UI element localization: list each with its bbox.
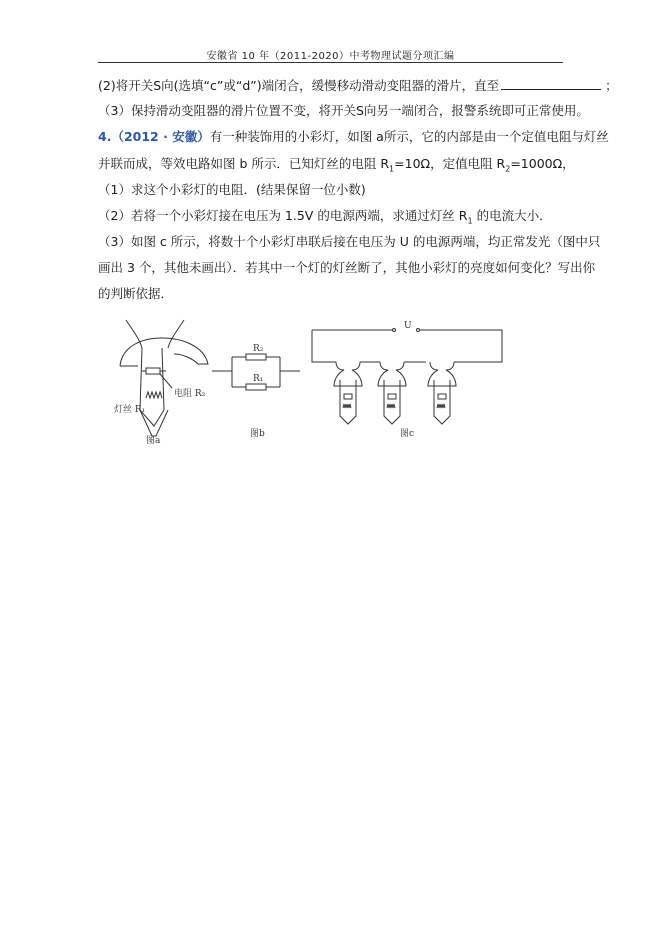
figure-c <box>308 320 510 440</box>
part2-text-a: （2）若将一个小彩灯接在电压为 1.5V 的电源两端，求通过灯丝 R <box>98 208 468 223</box>
figure-c-caption: 图c <box>400 429 415 439</box>
q3-part2-end: ； <box>605 78 618 93</box>
r2-label: R₂ <box>253 344 264 354</box>
question-4-given <box>98 156 575 178</box>
given-text-c: =1000Ω， <box>510 156 575 171</box>
page-header: 安徽省 10 年（2011-2020）中考物理试题分项汇编 <box>206 51 455 62</box>
given-sub-1: 1 <box>389 164 395 174</box>
answer-blank[interactable] <box>501 78 601 90</box>
figure-b-drawing <box>212 335 302 440</box>
q3-part2-text: (2)将开关S向(选填“c”或“d”)端闭合，缓慢移动滑动变阻器的滑片，直至 <box>98 78 500 93</box>
figure-b <box>212 335 302 440</box>
figure-a <box>112 318 222 446</box>
figure-c-drawing <box>308 320 510 440</box>
question-3-part-3: （3）保持滑动变阻器的滑片位置不变，将开关S向另一端闭合，报警系统即可正常使用。 <box>98 103 589 118</box>
figure-a-drawing <box>112 318 222 446</box>
question-number: 4. <box>98 129 112 144</box>
part2-text-b: 的电流大小． <box>472 208 552 223</box>
question-4-intro <box>98 129 609 145</box>
voltage-label: U <box>404 321 412 331</box>
question-4-part-1: （1）求这个小彩灯的电阻．(结果保留一位小数) <box>98 182 366 197</box>
given-sub-2: 2 <box>505 164 511 174</box>
question-4-part-2 <box>98 208 552 230</box>
question-4-part-3-line-2: 画出 3 个，其他未画出）．若其中一个灯的灯丝断了，其他小彩灯的亮度如何变化？写出你 <box>98 260 596 275</box>
figure-b-caption: 图b <box>250 429 265 439</box>
question-3-part-2 <box>98 78 618 94</box>
resistor-label: 电阻 R₂ <box>174 389 206 399</box>
r1-label: R₁ <box>253 374 264 384</box>
part2-sub: 1 <box>467 216 473 226</box>
question-4-part-3-line-3: 的判断依据． <box>98 286 174 301</box>
filament-label: 灯丝 R₁ <box>114 405 146 415</box>
figure-a-caption: 图a <box>146 436 161 446</box>
question-4-part-3-line-1: （3）如图 c 所示，将数十个小彩灯串联后接在电压为 U 的电源两端，均正常发光（图中只 <box>98 234 601 249</box>
question-source: （2012 · 安徽） <box>111 129 210 144</box>
given-text-b: =10Ω，定值电阻 R <box>394 156 506 171</box>
header-rule <box>98 62 563 63</box>
q4-text: 有一种装饰用的小彩灯，如图 a所示，它的内部是由一个定值电阻与灯丝 <box>209 129 609 144</box>
given-text-a: 并联而成，等效电路如图 b 所示．已知灯丝的电阻 R <box>98 156 390 171</box>
